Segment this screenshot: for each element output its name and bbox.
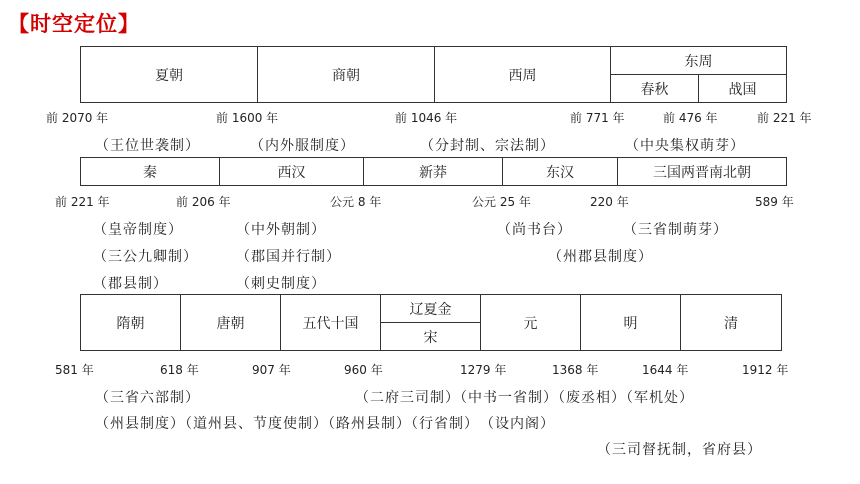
system-label: （二府三司制）（中书一省制）（废丞相）（军机处） [355,390,694,406]
period-donghou: 东周 [610,46,787,75]
period-shang: 商朝 [257,46,435,103]
year-label: 1279 年 [460,363,507,377]
period-song: 宋 [380,322,481,351]
year-label: 960 年 [344,363,383,377]
system-label: （三公九卿制） [93,249,198,265]
period-tang: 唐朝 [180,294,281,351]
year-label: 公元 8 年 [330,195,382,209]
system-label: （尚书台） [497,222,572,238]
system-label: （州县制度）（道州县、节度使制）（路州县制）（行省制） （设内阁） [95,416,555,432]
section-title: 【时空定位】 [8,12,140,36]
year-label: 前 1046 年 [395,111,458,125]
year-label: 前 1600 年 [216,111,279,125]
period-xia: 夏朝 [80,46,258,103]
period-ming: 明 [580,294,681,351]
year-label: 前 221 年 [757,111,812,125]
system-label: （三省制萌芽） [623,222,728,238]
system-label: （州郡县制度） [548,249,653,265]
period-chunqiu: 春秋 [610,74,699,103]
system-label: （刺史制度） [236,276,326,292]
year-label: 前 206 年 [176,195,231,209]
system-label: （皇帝制度） [93,222,183,238]
year-label: 前 2070 年 [46,111,109,125]
year-label: 1644 年 [642,363,689,377]
year-label: 907 年 [252,363,291,377]
year-label: 前 476 年 [663,111,718,125]
year-label: 前 221 年 [55,195,110,209]
period-sui: 隋朝 [80,294,181,351]
period-xihan: 西汉 [219,157,364,186]
year-label: 220 年 [590,195,629,209]
system-label: （郡国并行制） [236,249,341,265]
year-label: 1912 年 [742,363,789,377]
period-donghan: 东汉 [502,157,618,186]
period-qing: 清 [680,294,782,351]
period-liao-xia-jin: 辽夏金 [380,294,481,323]
period-xizhou: 西周 [434,46,611,103]
system-label: （中央集权萌芽） [625,138,745,154]
system-label: （三司督抚制，省府县） [597,442,762,458]
system-label: （分封制、宗法制） [420,138,555,154]
period-yuan: 元 [480,294,581,351]
period-sanguo-nanbei: 三国两晋南北朝 [617,157,787,186]
system-label: （郡县制） [93,276,168,292]
system-label: （内外服制度） [250,138,355,154]
period-wudai: 五代十国 [280,294,381,351]
system-label: （王位世袭制） [95,138,200,154]
year-label: 618 年 [160,363,199,377]
period-xinmang: 新莽 [363,157,503,186]
year-label: 589 年 [755,195,794,209]
year-label: 公元 25 年 [472,195,531,209]
system-label: （中外朝制） [236,222,326,238]
year-label: 1368 年 [552,363,599,377]
year-label: 581 年 [55,363,94,377]
year-label: 前 771 年 [570,111,625,125]
period-zhanguo: 战国 [698,74,787,103]
period-qin: 秦 [80,157,220,186]
system-label: （三省六部制） [95,390,200,406]
